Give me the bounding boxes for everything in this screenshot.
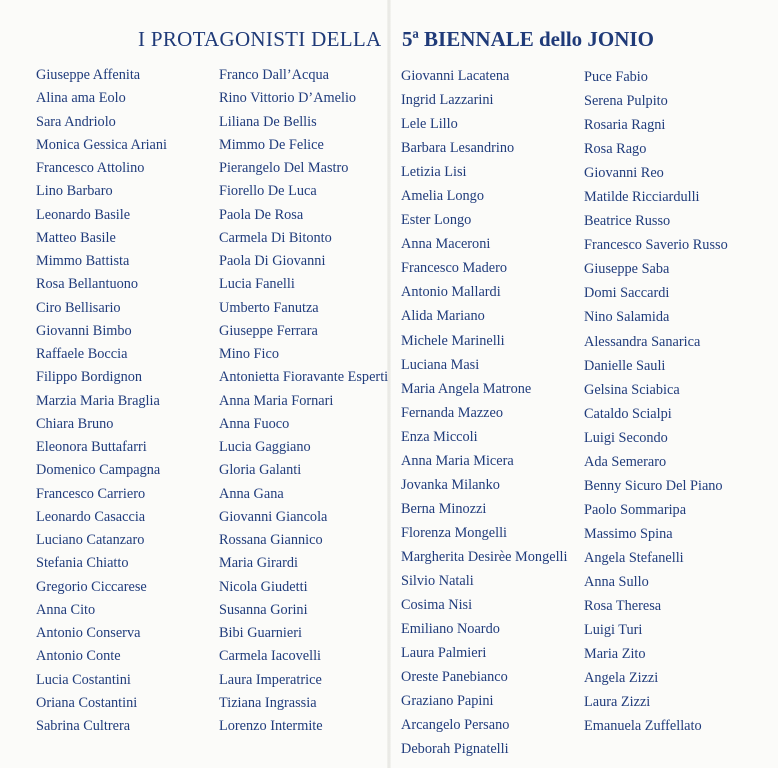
participant-name: Ada Semeraro xyxy=(584,453,667,470)
participant-name: Nino Salamida xyxy=(584,309,670,326)
participant-name: Rosa Bellantuono xyxy=(36,276,139,293)
participant-name: Silvio Natali xyxy=(401,572,474,589)
participant-name: Maria Girardi xyxy=(219,555,298,572)
participant-name: Giovanni Bimbo xyxy=(36,322,132,339)
participant-name: Margherita Desirèe Mongelli xyxy=(401,548,568,565)
participant-name: Stefania Chiatto xyxy=(36,555,129,572)
participant-name: Paolo Sommaripa xyxy=(584,501,687,518)
participant-name: Michele Marinelli xyxy=(401,332,505,349)
participant-name: Benny Sicuro Del Piano xyxy=(584,477,723,494)
participant-name: Danielle Sauli xyxy=(584,357,666,374)
participant-name: Antonio Conte xyxy=(36,648,121,665)
participant-name: Luciana Masi xyxy=(401,356,480,373)
participant-name: Giuseppe Saba xyxy=(584,261,670,278)
participant-name: Lucia Gaggiano xyxy=(219,439,311,455)
participant-name: Umberto Fanutza xyxy=(219,299,319,316)
participant-name: Graziano Papini xyxy=(401,693,494,710)
participant-name: Franco Dall’Acqua xyxy=(219,67,329,83)
participant-name: Cosima Nisi xyxy=(401,597,473,614)
participant-name: Giovanni Reo xyxy=(584,165,664,182)
participant-name: Barbara Lesandrino xyxy=(401,140,515,157)
participant-name: Antonietta Fioravante Esperti xyxy=(219,369,389,386)
participant-name: Tiziana Ingrassia xyxy=(219,694,317,711)
participant-name: Lorenzo Intermite xyxy=(219,718,323,734)
names-column-2 xyxy=(219,64,388,738)
participant-name: Gloria Galanti xyxy=(219,462,302,479)
participant-name: Giuseppe Ferrara xyxy=(219,322,318,339)
participant-name: Francesco Saverio Russo xyxy=(584,237,728,254)
participant-name: Luigi Secondo xyxy=(584,429,668,446)
participant-name: Sara Andriolo xyxy=(36,113,116,130)
participant-name: Anna Sullo xyxy=(584,573,649,590)
participant-name: Laura Imperatrice xyxy=(219,671,322,688)
participant-name: Nicola Giudetti xyxy=(219,578,308,595)
participant-name: Bibi Guarnieri xyxy=(219,625,302,641)
participant-name: Leonardo Casaccia xyxy=(36,508,146,525)
participant-name: Fernanda Mazzeo xyxy=(401,404,504,421)
participant-name: Amelia Longo xyxy=(401,188,484,205)
participant-name: Oriana Costantini xyxy=(36,694,138,711)
participant-name: Sabrina Cultrera xyxy=(36,718,131,734)
participant-name: Carmela Iacovelli xyxy=(219,648,322,665)
participant-name: Rosa Theresa xyxy=(584,598,662,615)
participant-name: Rino Vittorio D’Amelio xyxy=(219,90,357,107)
participant-name: Anna Gana xyxy=(219,485,284,502)
participant-name: Cataldo Scialpi xyxy=(584,405,672,422)
participant-name: Enza Miccoli xyxy=(401,428,478,445)
participant-name: Gregorio Ciccarese xyxy=(36,578,147,595)
participant-name: Raffaele Boccia xyxy=(36,346,128,362)
participant-name: Lele Lillo xyxy=(401,116,458,133)
participant-name: Pierangelo Del Mastro xyxy=(219,160,349,176)
names-column-4 xyxy=(584,65,728,738)
participant-name: Gelsina Sciabica xyxy=(584,381,680,398)
participant-name: Massimo Spina xyxy=(584,525,673,542)
participant-name: Antonio Mallardi xyxy=(401,284,501,301)
participant-name: Lucia Fanelli xyxy=(219,276,295,293)
participant-name: Anna Maria Micera xyxy=(401,452,514,469)
participant-name: Alessandra Sanarica xyxy=(584,333,701,350)
participant-name: Anna Maceroni xyxy=(401,236,491,253)
participant-name: Liliana De Bellis xyxy=(219,113,317,130)
participant-name: Laura Palmieri xyxy=(401,645,487,662)
title-right: 5ª BIENNALE dello JONIO xyxy=(402,27,654,51)
participant-name: Luciano Catanzaro xyxy=(36,532,145,548)
participant-name: Mino Fico xyxy=(219,346,279,362)
participant-name: Chiara Bruno xyxy=(36,415,114,432)
participant-name: Berna Minozzi xyxy=(401,500,487,517)
participant-name: Angela Stefanelli xyxy=(584,549,684,566)
participant-name: Mimmo De Felice xyxy=(219,136,324,153)
participant-name: Rosaria Ragni xyxy=(584,117,666,134)
participant-name: Luigi Turi xyxy=(584,622,643,639)
participant-name: Maria Zito xyxy=(584,646,646,663)
participant-name: Oreste Panebianco xyxy=(401,669,508,686)
participant-name: Angela Zizzi xyxy=(584,670,659,687)
participant-name: Letizia Lisi xyxy=(401,164,467,181)
participant-name: Jovanka Milanko xyxy=(401,476,500,493)
participant-name: Matteo Basile xyxy=(36,229,116,246)
participant-name: Laura Zizzi xyxy=(584,694,651,711)
participant-name: Giovanni Lacatena xyxy=(401,68,510,84)
participant-name: Antonio Conserva xyxy=(36,625,141,641)
participant-name: Giovanni Giancola xyxy=(219,508,328,525)
participant-name: Ciro Bellisario xyxy=(36,299,121,316)
participant-name: Leonardo Basile xyxy=(36,206,131,223)
participant-name: Fiorello De Luca xyxy=(219,183,317,200)
participant-name: Francesco Carriero xyxy=(36,485,146,502)
participant-name: Giuseppe Affenita xyxy=(36,67,141,83)
participant-name: Alida Mariano xyxy=(401,308,485,325)
participant-name: Francesco Attolino xyxy=(36,160,145,176)
participant-name: Domi Saccardi xyxy=(584,285,670,302)
participant-name: Maria Angela Matrone xyxy=(401,380,532,397)
participant-name: Anna Cito xyxy=(36,601,96,618)
participant-name: Paola Di Giovanni xyxy=(219,253,326,269)
participant-name: Carmela Di Bitonto xyxy=(219,229,332,246)
participant-name: Lino Barbaro xyxy=(36,183,113,200)
participant-name: Puce Fabio xyxy=(584,69,648,85)
participant-name: Anna Fuoco xyxy=(219,415,290,432)
participant-name: Monica Gessica Ariani xyxy=(36,136,168,153)
participant-name: Rossana Giannico xyxy=(219,532,323,548)
participant-name: Florenza Mongelli xyxy=(401,524,508,541)
participant-name: Francesco Madero xyxy=(401,260,507,277)
title-left: I PROTAGONISTI DELLA xyxy=(138,27,382,51)
names-column-1 xyxy=(36,64,167,738)
participant-name: Lucia Costantini xyxy=(36,671,131,688)
participant-name: Emanuela Zuffellato xyxy=(584,718,702,735)
participant-name: Susanna Gorini xyxy=(219,601,308,618)
participant-name: Ingrid Lazzarini xyxy=(401,92,494,109)
participant-name: Beatrice Russo xyxy=(584,213,671,230)
participant-name: Deborah Pignatelli xyxy=(401,741,509,758)
participant-name: Eleonora Buttafarri xyxy=(36,439,147,455)
participant-name: Domenico Campagna xyxy=(36,462,161,479)
participant-name: Rosa Rago xyxy=(584,141,647,158)
participant-name: Alina ama Eolo xyxy=(36,90,126,107)
participant-name: Arcangelo Persano xyxy=(401,717,510,734)
participant-name: Emiliano Noardo xyxy=(401,621,500,638)
participant-name: Ester Longo xyxy=(401,212,472,229)
participant-name: Serena Pulpito xyxy=(584,93,668,110)
participant-name: Paola De Rosa xyxy=(219,206,304,223)
participant-name: Filippo Bordignon xyxy=(36,369,143,386)
participant-name: Anna Maria Fornari xyxy=(219,392,334,409)
names-column-3 xyxy=(401,64,567,761)
participant-name: Marzia Maria Braglia xyxy=(36,392,160,409)
participant-name: Matilde Ricciardulli xyxy=(584,189,700,206)
participant-name: Mimmo Battista xyxy=(36,253,130,269)
